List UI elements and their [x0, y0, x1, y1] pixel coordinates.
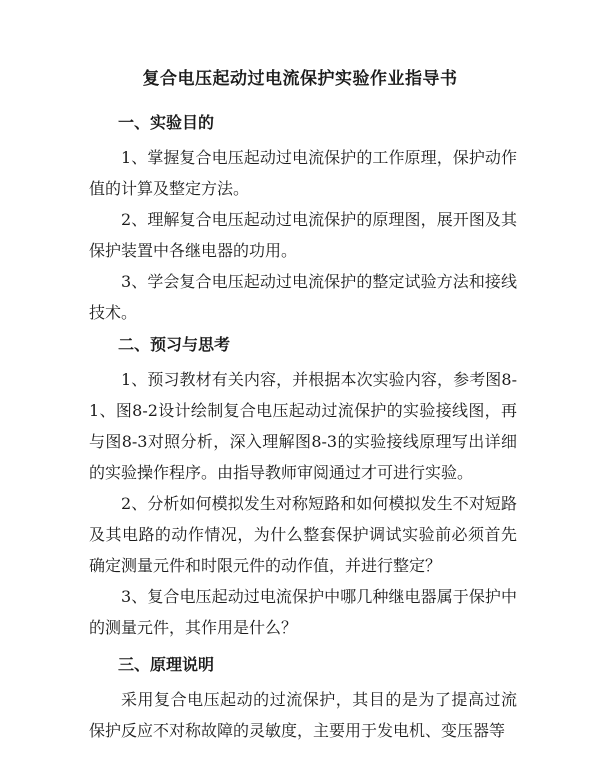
- section-heading: 一、实验目的: [118, 113, 215, 132]
- paragraph: 3、学会复合电压起动过电流保护的整定试验方法和接线技术。: [89, 272, 517, 322]
- paragraph: 采用复合电压起动的过流保护，其目的是为了提高过流保护反应不对称故障的灵敏度，主要用于发电机、变压器等: [89, 690, 517, 740]
- section-heading: 三、原理说明: [118, 655, 215, 674]
- paragraph: 3、复合电压起动过电流保护中哪几种继电器属于保护中的测量元件，其作用是什么？: [89, 587, 517, 637]
- document-title: 复合电压起动过电流保护实验作业指导书: [142, 69, 458, 89]
- paragraph: 1、掌握复合电压起动过电流保护的工作原理，保护动作值的计算及整定方法。: [89, 148, 517, 198]
- section-heading: 二、预习与思考: [118, 335, 231, 354]
- paragraph: 1、预习教材有关内容，并根据本次实验内容，参考图8-1、图8-2设计绘制复合电压起动过流保护的实验接线图，再与图8-3对照分析，深入理解图8-3的实验接线原理写出详细的实验操作程序。由指导教师审阅通过才可进行实验。: [89, 370, 517, 482]
- section-purpose: [0, 112, 600, 328]
- section-principle: [0, 654, 600, 746]
- paragraph: 2、理解复合电压起动过电流保护的原理图，展开图及其保护装置中各继电器的功用。: [89, 210, 517, 260]
- section-preview: [0, 334, 600, 643]
- paragraph: 2、分析如何模拟发生对称短路和如何模拟发生不对短路及其电路的动作情况，为什么整套保护调试实验前必须首先确定测量元件和时限元件的动作值，并进行整定？: [89, 494, 517, 575]
